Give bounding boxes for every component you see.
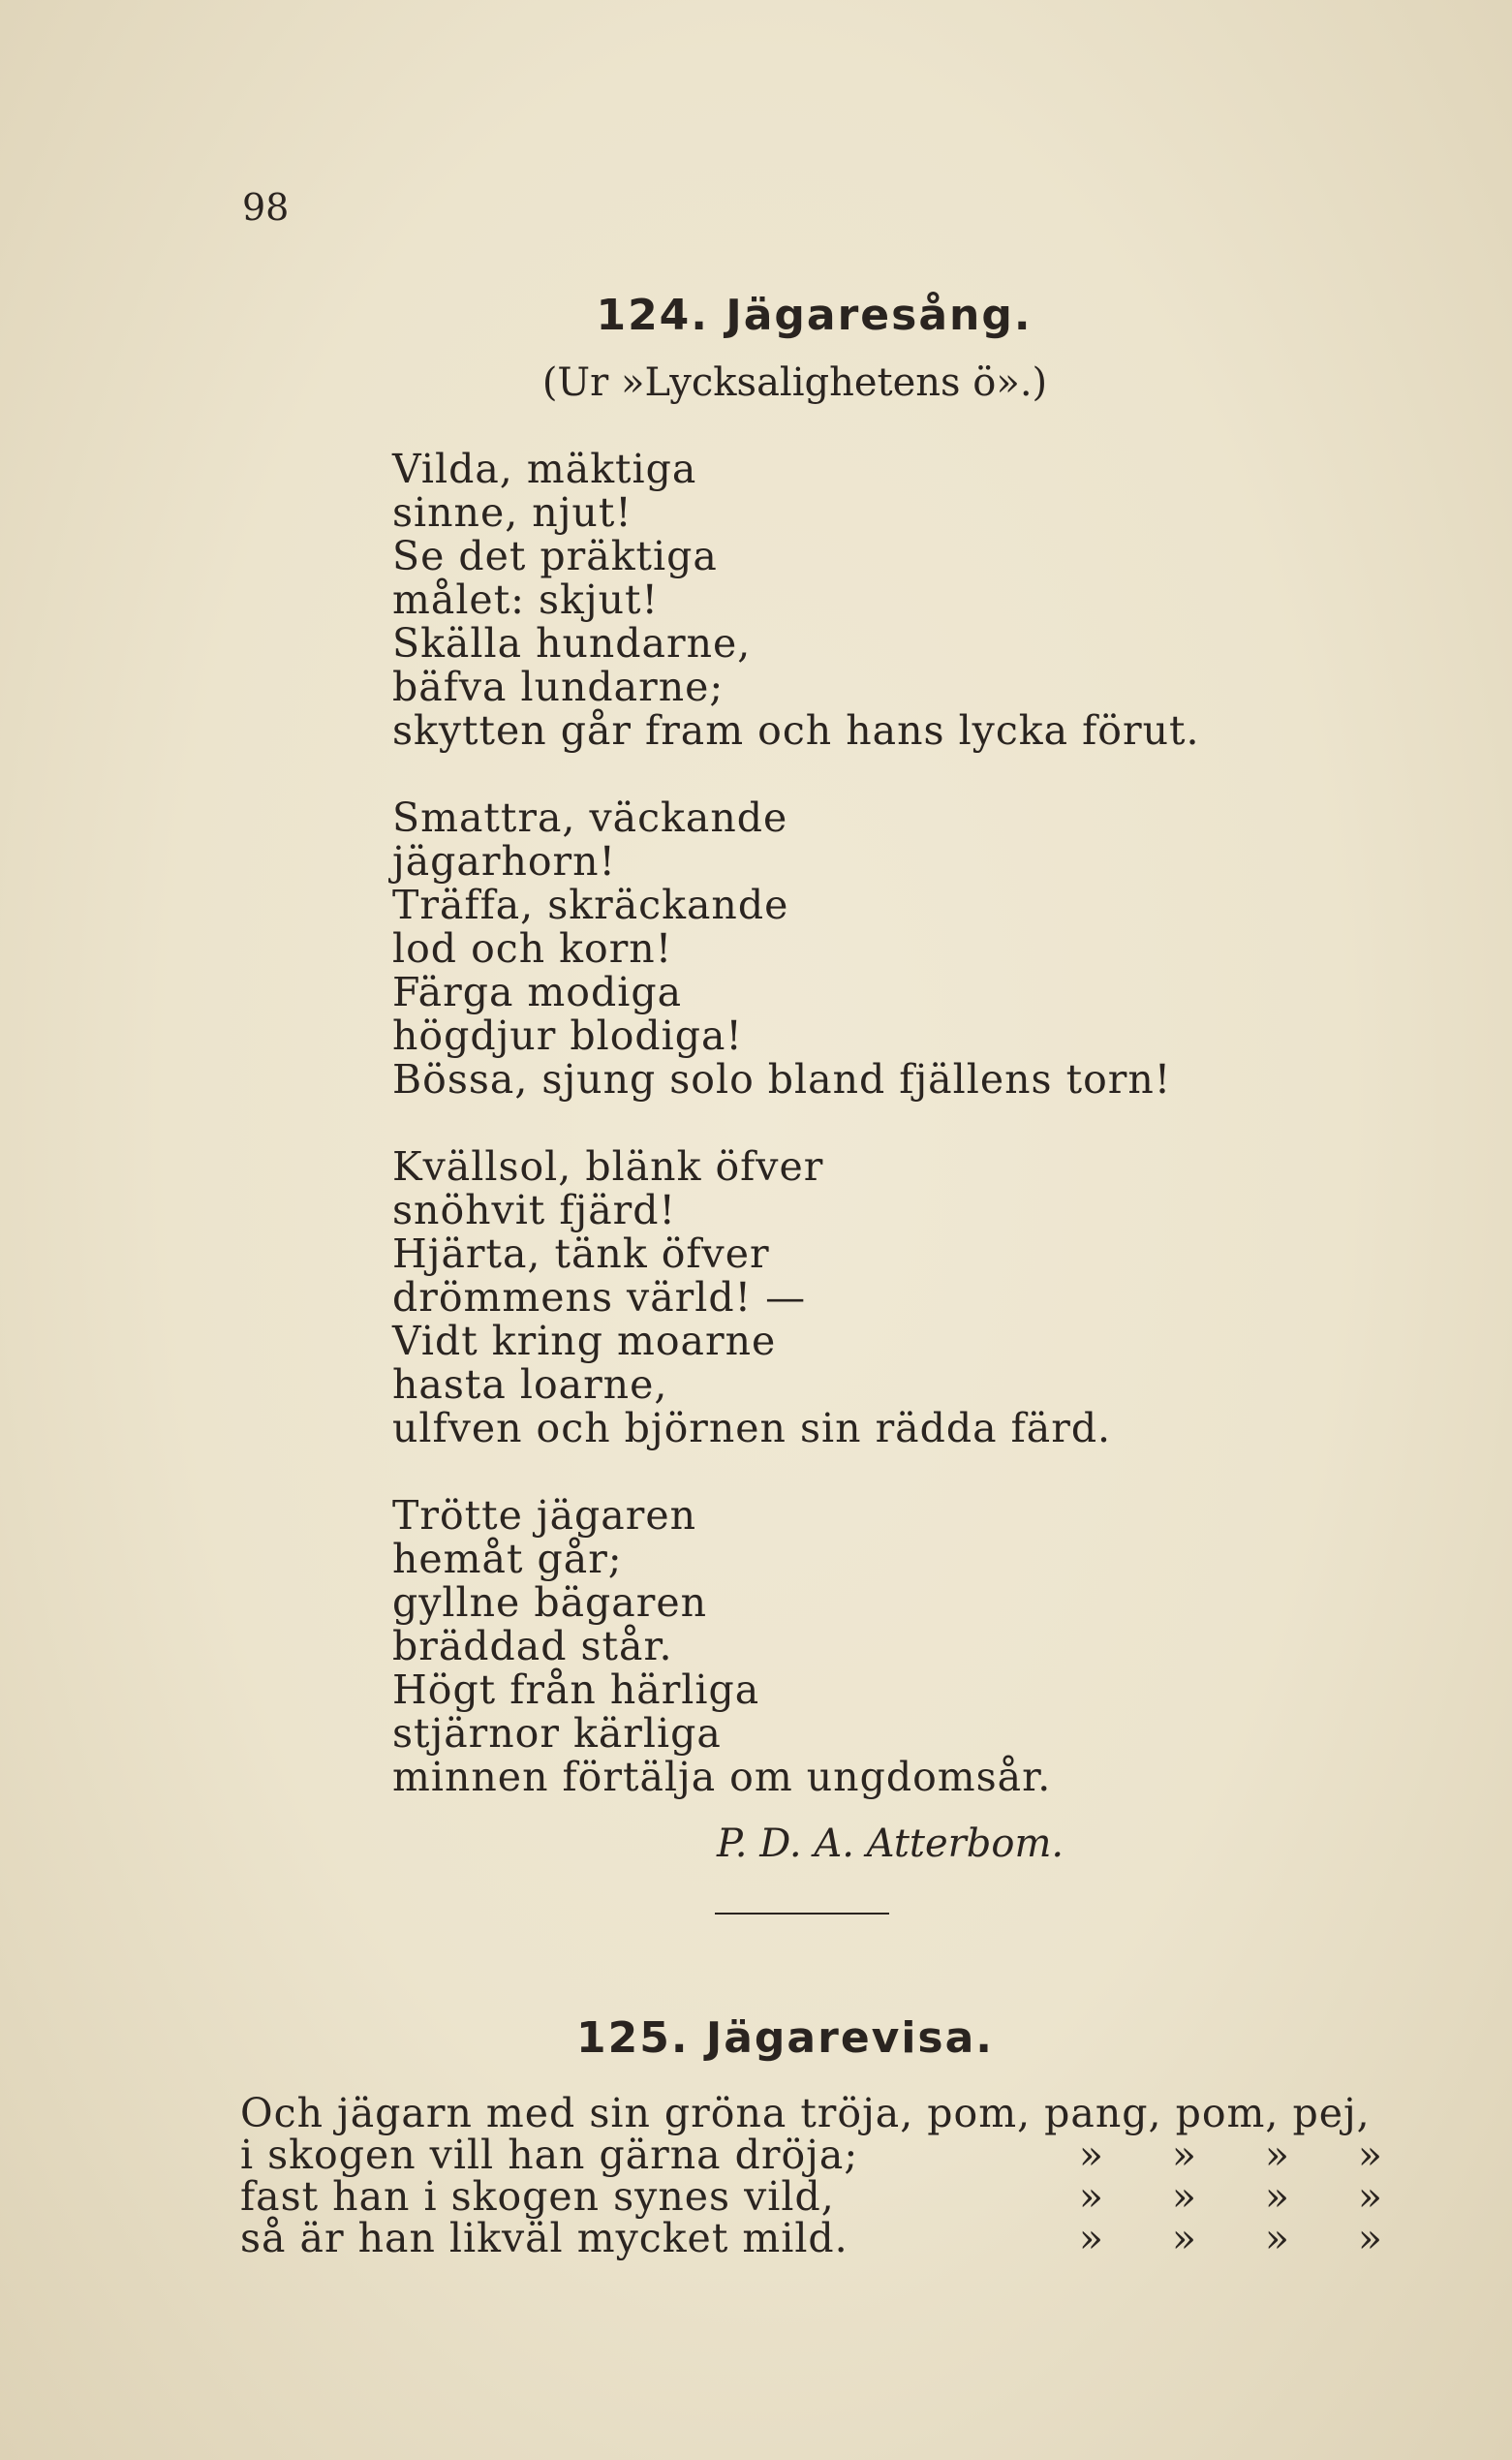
song-line <box>240 2090 1383 2136</box>
song-line <box>240 2173 1383 2220</box>
ditto-mark: » <box>1171 2215 1197 2261</box>
verse-line: Vilda, mäktiga <box>392 446 697 492</box>
verse-line: Färga modiga <box>392 969 683 1015</box>
verse-line: hasta loarne, <box>392 1361 668 1408</box>
verse-line: gyllne bägaren <box>392 1579 707 1626</box>
verse-line: högdjur blodiga! <box>392 1012 743 1059</box>
verse-line: Se det präktiga <box>392 533 718 579</box>
author-signature: P. D. A. Atterbom. <box>717 1822 1065 1866</box>
song-verse <box>240 2090 1383 2261</box>
ditto-mark: » <box>1171 2173 1197 2220</box>
page-number: 98 <box>242 186 290 229</box>
verse-line: Hjärta, tänk öfver <box>392 1230 770 1277</box>
verse-line: ulfven och björnen sin rädda färd. <box>392 1405 1112 1451</box>
ditto-marks <box>1011 2173 1383 2220</box>
song-line-text: så är han likväl mycket mild. <box>240 2215 849 2261</box>
verse-line: Högt från härliga <box>392 1666 760 1713</box>
verse-line: Kvällsol, blänk öfver <box>392 1143 824 1190</box>
verse-line: bräddad står. <box>392 1623 673 1669</box>
ditto-mark: » <box>1171 2132 1197 2178</box>
ditto-mark: » <box>1357 2215 1383 2261</box>
verse-line: minnen förtälja om ungdomsår. <box>392 1754 1052 1800</box>
verse-line: lod och korn! <box>392 925 673 972</box>
verse-line: Träffa, skräckande <box>392 882 789 928</box>
poem-124-title: 124. Jägaresång. <box>596 291 1033 340</box>
song-line-text: i skogen vill han gärna dröja; <box>240 2132 859 2178</box>
ditto-mark: » <box>1264 2132 1290 2178</box>
ditto-mark: » <box>1357 2132 1383 2178</box>
stanza-2 <box>392 796 1171 1102</box>
song-line <box>240 2134 1383 2176</box>
verse-line: stjärnor kärliga <box>392 1710 722 1757</box>
verse-line: sinne, njut! <box>392 489 633 536</box>
verse-line: bäfva lundarne; <box>392 664 725 710</box>
ditto-mark: » <box>1357 2173 1383 2220</box>
ditto-mark: » <box>1078 2132 1104 2178</box>
verse-line: Skälla hundarne, <box>392 620 752 667</box>
verse-line: hemåt går; <box>392 1536 623 1582</box>
ditto-mark: » <box>1264 2215 1290 2261</box>
ditto-mark: » <box>1078 2173 1104 2220</box>
verse-line: jägarhorn! <box>392 838 617 885</box>
stanza-3 <box>392 1145 1111 1450</box>
poem-124-subtitle: (Ur »Lycksalighetens ö».) <box>541 360 1048 405</box>
verse-line: målet: skjut! <box>392 576 659 623</box>
verse-line: Smattra, väckande <box>392 794 788 841</box>
ditto-mark: » <box>1264 2173 1290 2220</box>
verse-line: Bössa, sjung solo bland fjällens torn! <box>392 1056 1172 1103</box>
verse-line: drömmens värld! — <box>392 1274 807 1321</box>
song-line <box>240 2215 1383 2261</box>
poem-125-title: 125. Jägarevisa. <box>575 2013 995 2063</box>
song-line-text: Och jägarn med sin gröna tröja, pom, pang, pom, pej, <box>240 2090 1371 2136</box>
verse-line: skytten går fram och hans lycka förut. <box>392 707 1200 754</box>
ditto-marks <box>1011 2134 1383 2176</box>
ditto-marks <box>1011 2215 1383 2261</box>
stanza-4 <box>392 1494 1051 1799</box>
ditto-mark: » <box>1078 2215 1104 2261</box>
verse-line: snöhvit fjärd! <box>392 1187 676 1233</box>
verse-line: Trötte jägaren <box>392 1492 696 1539</box>
section-divider <box>715 1913 889 1915</box>
song-line-text: fast han i skogen synes vild, <box>240 2173 835 2220</box>
stanza-1 <box>392 448 1200 753</box>
verse-line: Vidt kring moarne <box>392 1318 777 1364</box>
